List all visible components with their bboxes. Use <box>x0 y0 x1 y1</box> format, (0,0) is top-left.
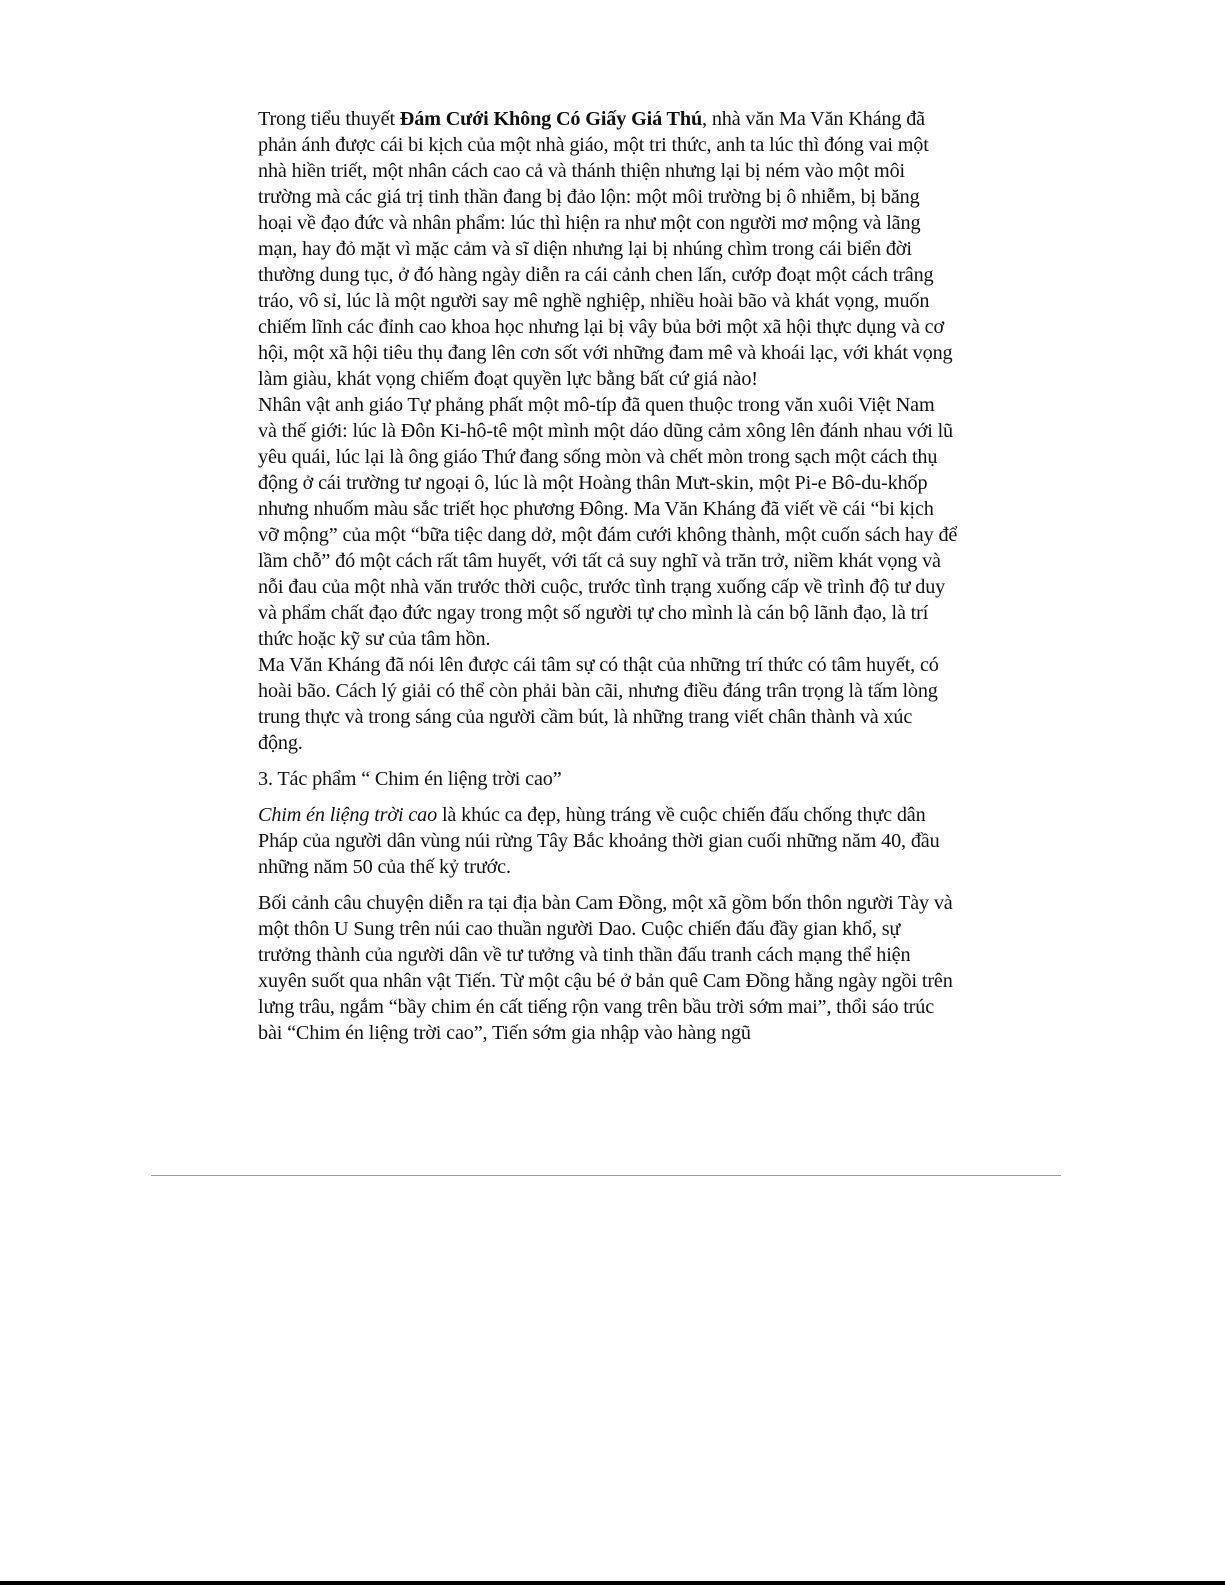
paragraph-4-body: là khúc ca đẹp, hùng tráng về cuộc chiến đấu chống thực dân Pháp của người dân vùng núi rừng Tây Bắc khoảng thời gian cuối những năm 40, đầu những năm 50 của thế kỷ trước. <box>258 804 940 878</box>
paragraph-5: Bối cảnh câu chuyện diễn ra tại địa bàn Cam Đồng, một xã gồm bốn thôn người Tày và một thôn U Sung trên núi cao thuần người Dao. Cuộc chiến đấu đầy gian khổ, sự trưởng thành của người dân về tư tưởng và tinh thần đấu tranh cách mạng thể hiện xuyên suốt qua nhân vật Tiến. Từ một cậu bé ở bản quê Cam Đồng hằng ngày ngồi trên lưng trâu, ngắm “bầy chim én cất tiếng rộn vang trên bầu trời sớm mai”, thổi sáo trúc bài “Chim én liệng trời cao”, Tiến sớm gia nhập vào hàng ngũ <box>258 892 953 1044</box>
section-heading: 3. Tác phẩm “ Chim én liệng trời cao” <box>258 768 562 790</box>
paragraph-3: Ma Văn Kháng đã nói lên được cái tâm sự có thật của những trí thức có tâm huyết, có hoài bão. Cách lý giải có thể còn phải bàn cãi, nhưng điều đáng trân trọng là tấm lòng trung thực và trong sáng của người cầm bút, là những trang viết chân thành và xúc động. <box>258 654 939 754</box>
work-title: Chim én liệng trời cao <box>258 804 438 826</box>
paragraph-1 <box>258 106 958 392</box>
novel-title: Đám Cưới Không Có Giấy Giá Thú <box>399 108 703 130</box>
page-divider <box>151 1175 1061 1176</box>
paragraph-2: Nhân vật anh giáo Tự phảng phất một mô-típ đã quen thuộc trong văn xuôi Việt Nam và thế giới: lúc là Đôn Ki-hô-tê một mình một dáo dũng cảm xông lên đánh nhau với lũ yêu quái, lúc lại là ông giáo Thứ đang sống mòn và chết mòn trong sạch một cách thụ động ở cái trường tư ngoại ô, lúc là một Hoàng thân Mưt-skin, một Pi-e Bô-du-khốp nhưng nhuốm màu sắc triết học phương Đông. Ma Văn Kháng đã viết về cái “bi kịch vỡ mộng” của một “bữa tiệc dang dở, một đám cưới không thành, một cuốn sách hay để lầm chỗ” đó một cách rất tâm huyết, với tất cả suy nghĩ và trăn trở, niềm khát vọng và nỗi đau của một nhà văn trước thời cuộc, trước tình trạng xuống cấp về trình độ tư duy và phẩm chất đạo đức ngay trong một số người tự cho mình là cán bộ lãnh đạo, là trí thức hoặc kỹ sư của tâm hồn. <box>258 394 958 650</box>
bottom-edge <box>0 1581 1225 1585</box>
paragraph-1-prefix: Trong tiểu thuyết <box>258 108 400 130</box>
paragraph-4 <box>258 802 958 880</box>
paragraph-1-body: , nhà văn Ma Văn Kháng đã phản ánh được cái bi kịch của một nhà giáo, một tri thức, anh ta lúc thì đóng vai một nhà hiền triết, một nhân cách cao cả và thánh thiện nhưng lại bị ném vào một môi trường mà các giá trị tinh thần đang bị đảo lộn: một môi trường bị ô nhiễm, bị băng hoại về đạo đức và nhân phẩm: lúc thì hiện ra như một con người mơ mộng và lãng mạn, hay đỏ mặt vì mặc cảm và sĩ diện nhưng lại bị nhúng chìm trong cái biển đời thường dung tục, ở đó hàng ngày diễn ra cái cảnh chen lấn, cướp đoạt một cách trâng tráo, vô sỉ, lúc là một người say mê nghề nghiệp, nhiều hoài bão và khát vọng, muốn chiếm lĩnh các đỉnh cao khoa học nhưng lại bị vây bủa bởi một xã hội thực dụng và cơ hội, một xã hội tiêu thụ đang lên cơn sốt với những đam mê và khoái lạc, với khát vọng làm giàu, khát vọng chiếm đoạt quyền lực bằng bất cứ giá nào! <box>258 108 953 390</box>
document-body <box>258 106 958 1046</box>
